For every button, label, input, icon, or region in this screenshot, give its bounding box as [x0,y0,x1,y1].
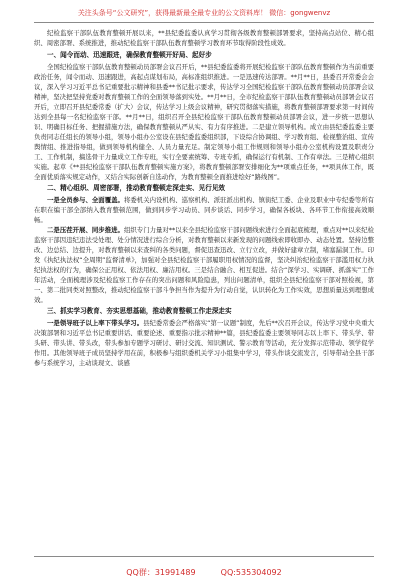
section-heading-1: 一、闻令而动、迅速跟进，确保教育整顿开好局、起好步 [47,51,212,59]
section-2-paragraph-2 [34,225,374,305]
section-3-paragraph-1 [34,318,374,368]
section-3-paragraph-1-body: 县纪委常委会严格落实“第一议题”制度，先后**次召开会议，传达学习党中央重大决策部署和习近平总书记重要讲话、重要论述、重要指示批示精神**篇，县纪委监委主要领导同志以上率下、带头学、带头研、带头讲、带头改，带头参加专题学习研讨、研讨交流、知识测试、警示教育等活动，充分发挥示范带动、领学促学作用。其他领导班子成员坚持学用在前，积极参与组织委机关学习小组集中学习，带头作谈交流发言，引导带动全县干部参与系统学习，主动谈现文、谈感 [34,319,374,367]
section-2-paragraph-1 [34,195,374,225]
section-heading-3: 三、抓实学习教育、夯实思想基础，推动教育整顿工作走深走实 [47,307,232,315]
footer-qq-group: QQ群：31991489 [126,568,196,577]
subheading-parallel-progress: 二是压茬开展、同步推进。 [47,226,124,234]
subheading-full-participation: 一是全员参与、全面覆盖。 [47,196,124,204]
section-2-paragraph-1-body: 将委机关内设机构、巡察机构、派驻派出机构、镇街纪工委、企业及职业中专纪委等所有在职在编干部全部纳入教育整顿范围，做到同步学习动员、同步谈话、同步学习，确保各板块、各环节工作衔接高效顺畅。 [34,196,374,224]
footer [0,560,408,578]
section-2-paragraph-2-body: 组织专门力量对**以来全县纪检监察干部问题线索进行全面起底梳理，重点对**以来纪检监察干部因违纪违法受处理、处分情况进行综合分析，对教育整顿以来新发现的问题线索即收即办、动态处置。坚持边整改、边总结、边提升，对教育整顿以来查纠的各类问题，督促迅查迅改、立行立改，并做好建章立制，堵塞漏洞工作。印发《执纪执法权“全周期”监督清单》，加强对全县纪检监察干部履职用权情况的监督，坚决纠治纪检监察干部滥用权力执纪执法权的行为，确保公正用权、依法用权、廉洁用权。三是结合融合、相互促进。结合“深学习、实调研、抓落实”工作年活动，全面梳理涉及纪检监察工作存在的突出问题和风险隐患，列出问题清单，组织全县纪检监察干部对照检视，第一、第二批同类对照整改，推动纪检监察干部斗争担当作为提升为行动自觉，认识转化为工作实效，思想质量达到理想成效。 [34,226,374,304]
subheading-leadership-study: 一是领导班子以上率下带头学习。 [47,319,144,327]
footer-divider [34,556,374,557]
header-divider [34,22,374,23]
top-banner [0,0,408,22]
banner-text: 关注头条号“公文研究”，获得最新最全最专业的公文资料库！ 微信：gongwenvz [77,9,331,17]
footer-qq: QQ:535304092 [220,568,282,577]
article-body [34,28,374,548]
section-1-paragraph: 全国纪检监察干部队伍教育整顿动员部署会议召开后，**县纪委监委将开展纪检监察干部队伍教育整顿作为当前重要政治任务，闻令而动、迅速跟进，高起点谋划布局，高标准组织推进。一是迅速传达部署。**月**日，县委召开常委会会议，深入学习习近平总书记重要批示精神和县委**书记批示要求，传达学习全国纪检监察干部队伍教育整顿动员部署会议精神，坚决把坚持党委对教育整顿工作的全面领导落到实处。**月**日，全市纪检监察干部队伍教育整顿动员部署会议召开后，立即召开县纪委常委（扩大）会议，传达学习上级会议精神，研究贯彻落实措施，将教育整顿部署要求第一时间传达到全县每一名纪检监察干部。**月**日，组织召开全县纪检监察干部队伍教育整顿动员部署会议，进一步统一思想认识、明确目标任务、把握措施方法，确保教育整顿从严从实、有力有序推进。二是建立领导机构。成立由县纪委监委主要负责同志任组长的领导小组，领导小组办公室设在县纪委监委组织部，下设综合协调组、学习教育组、检视整治组、宣传舆情组、推进指导组，做到领导机构健全、人员力量充足。制定领导小组工作规则和领导小组办公室机构设置及职责分工、工作机制，搞选骨干力量成立工作专班，实行全要素统筹、专班专抓，确保运行有机制、工作有章法。三是精心组织实施。起草《**县纪检监察干部队伍教育整顿实施方案》，将教育整顿部署安排细化为**项重点任务，**项具体工作，既全面优质落实规定动作，又结合实际创新自选动作，为教育整顿全面推进绘好“路线图”。 [34,63,374,181]
section-heading-2: 二、精心组织、周密部署，推动教育整顿走深走实、见行见效 [47,184,226,192]
intro-paragraph: 纪检监察干部队伍教育整顿开展以来，**县纪委监委认真学习贯彻各级教育整顿部署要求，坚持高点站位、精心组织、周密部署、系统推进，推动纪检监察干部队伍教育整顿学习教育环节取得阶段性成效。 [34,29,374,47]
